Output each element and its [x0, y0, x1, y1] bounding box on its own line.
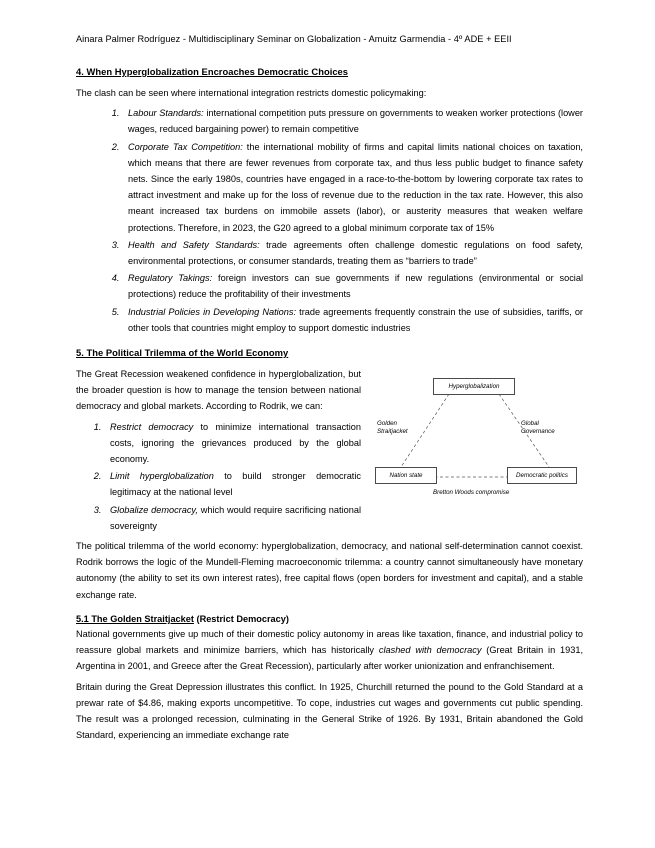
section-4-heading: 4. When Hyperglobalization Encroaches Democratic Choices — [76, 66, 349, 77]
diagram-node-hyperglobalization — [433, 378, 515, 395]
list-item — [122, 139, 583, 236]
list-item-term: Corporate Tax Competition: — [128, 141, 243, 152]
diagram-edge-label-bretton-woods: Bretton Woods compromise — [433, 489, 510, 497]
list-item-text: which would require sacrificing national sovereignty — [110, 504, 361, 531]
list-item-term: Labour Standards: — [128, 108, 204, 119]
section-5-1-heading — [76, 614, 583, 624]
section-5-intro: The Great Recession weakened confidence in hyperglobalization, but the broader question is how to manage the tension between national democracy and global markets. According to Rodrik, we can: — [76, 369, 361, 412]
diagram-node-label: Hyperglobalization — [448, 383, 500, 391]
paragraph-emphasis: clashed with democracy — [378, 645, 482, 656]
section-5-heading: 5. The Political Trilemma of the World Economy — [76, 347, 289, 359]
list-item-term: Globalize democracy, — [110, 504, 198, 515]
section-5-body — [76, 366, 583, 538]
list-item-text: trade agreements often challenge domestic regulations on food safety, environmental protections, or consumer standards, treating them as “barriers to trade” — [128, 239, 583, 267]
section-5-1-title-plain: (Restrict Democracy) — [193, 613, 289, 624]
list-item-text: the international mobility of firms and capital limits national choices on taxation, which means that there are fewer revenues from corporate tax, and thus less public budget to finance safety nets. Since the early 1980s, countries have engaged in a race-to-the-bottom by lowering corporate tax rates to attract investment and make up for the loss of revenue due to the reduction in the tax rate. However, this also meant increased tax burdens on immobile assets (labor), or austerity measures that weaken welfare protections. Therefore, in 2023, the G20 agreed to a global minimum corporate tax of 15% — [128, 141, 583, 233]
list-item-text: to build stronger democratic legitimacy at the national level — [110, 471, 361, 498]
list-item-term: Industrial Policies in Developing Nations: — [128, 306, 297, 317]
political-trilemma-diagram — [371, 372, 579, 507]
section-5-1-paragraph-1 — [76, 626, 583, 675]
paragraph-part: National governments give up much of their domestic policy autonomy in areas like taxation, finance, and industrial policy to reassure global markets and minimize barriers, which has historically — [76, 628, 583, 656]
section-5-1-paragraph-2: Britain during the Great Depression illustrates this conflict. In 1925, Churchill returned the pound to the Gold Standard at a prewar rate of $4.86, making exports uncompetitive. To cope, industries cut wages and governments cut public spending. The result was a prolonged recession, culminating in the General Strike of 1926. By 1931, Britain abandoned the Gold Standard, experiencing an immediate exchange rate — [76, 681, 583, 741]
diagram-node-label: Nation state — [389, 472, 423, 480]
list-item — [104, 468, 361, 500]
document-header: Ainara Palmer Rodríguez - Multidisciplinary Seminar on Globalization - Amuitz Garmendia - 4º ADE + EEII — [76, 34, 512, 44]
list-item — [104, 419, 361, 468]
list-item — [122, 237, 583, 269]
diagram-edge-label-golden-straitjacket: Golden Straitjacket — [377, 420, 408, 436]
list-item — [104, 502, 361, 534]
list-item-term: Limit hyperglobalization — [110, 471, 214, 482]
list-item — [122, 304, 583, 336]
list-item-term: Health and Safety Standards: — [128, 239, 260, 250]
list-item-text: international competition puts pressure on governments to weaken worker protections (lower wages, reduced bargaining power) to remain competitive — [128, 108, 583, 135]
list-item — [122, 105, 583, 137]
list-item-term: Restrict democracy — [110, 421, 194, 432]
list-item-text: foreign investors can sue governments if new regulations (environmental or social protections) reduce the profitability of their investments — [128, 273, 583, 300]
diagram-node-democratic-politics — [507, 467, 577, 484]
diagram-node-nation-state — [375, 467, 437, 484]
section-4-intro: The clash can be seen where international integration restricts domestic policymaking: — [76, 88, 427, 98]
diagram-node-label: Democratic politics — [516, 472, 568, 480]
section-5-closing: The political trilemma of the world economy: hyperglobalization, democracy, and national self-determination cannot coexist. Rodrik borrows the logic of the Mundell-Fleming macroeconomic trilemma: a country cannot simultaneously have monetary autonomy (the ability to set its own interest rates), free capital flows (open borders for investment and capital), and a stable exchange rate. — [76, 541, 583, 600]
list-item-text: trade agreements frequently constrain the use of subsidies, tariffs, or other tools that countries might employ to support domestic industries — [128, 306, 583, 333]
list-item-term: Regulatory Takings: — [128, 273, 213, 284]
diagram-edge-label-global-governance: Global Governance — [521, 420, 555, 436]
list-item-text: to minimize international transaction costs, ignoring the grievances produced by the global economy. — [110, 421, 361, 465]
section-5-list — [76, 419, 361, 534]
section-5-1-title-underlined: 5.1 The Golden Straitjacket — [76, 613, 194, 624]
paragraph-part: (Great Britain in 1931, Argentina in 2001, and Greece after the Great Recession), particularly after worker unionization and enfranchisement. — [76, 645, 584, 672]
section-5-text-column — [76, 366, 361, 538]
section-4-list — [76, 105, 583, 336]
list-item — [122, 270, 583, 302]
